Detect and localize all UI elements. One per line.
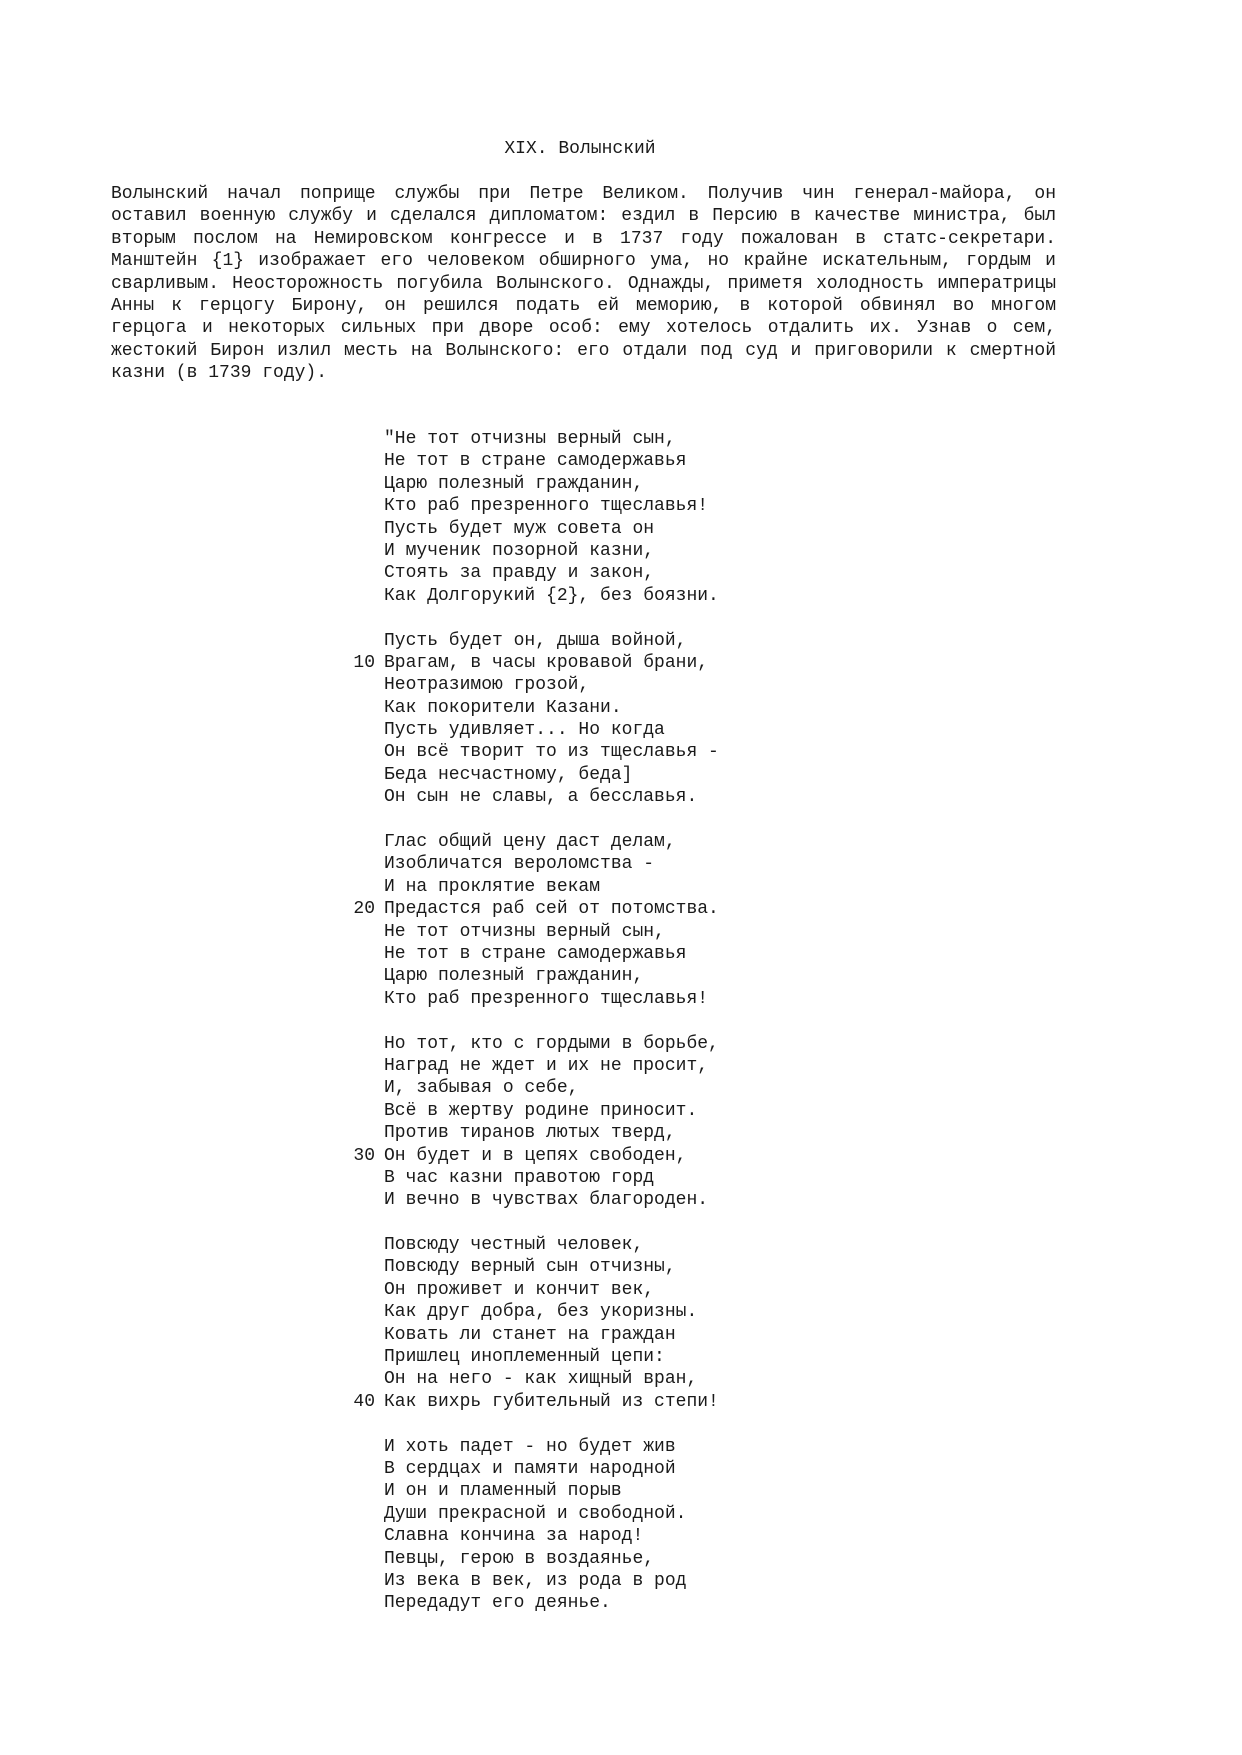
line-text: Пусть будет он, дыша войной, [384, 630, 687, 651]
line-text: И, забывая о себе, [384, 1078, 579, 1099]
poem-line [345, 1055, 719, 1077]
line-text: Царю полезный гражданин, [384, 473, 644, 494]
poem-line [345, 540, 719, 562]
poem-line [345, 473, 719, 495]
line-text: Пусть будет муж совета он [384, 518, 655, 539]
poem-line [345, 1503, 719, 1525]
line-text: В час казни правотою горд [384, 1167, 655, 1188]
poem-line [345, 630, 719, 652]
line-text: Славна кончина за народ! [384, 1526, 644, 1547]
line-text: Но тот, кто с гордыми в борьбе, [384, 1033, 719, 1054]
poem-line [345, 1458, 719, 1480]
stanza [345, 1033, 719, 1212]
line-text: "Не тот отчизны верный сын, [384, 429, 676, 449]
stanza [345, 428, 719, 607]
poem-line [345, 898, 719, 920]
poem-line [345, 943, 719, 965]
line-text: Не тот в стране самодержавья [384, 451, 687, 472]
poem-line [345, 1436, 719, 1458]
poem-line [345, 1525, 719, 1547]
poem-line [345, 1122, 719, 1144]
line-number: 40 [353, 1391, 375, 1412]
poem-line [345, 1279, 719, 1301]
line-text: Наград не ждет и их не просит, [384, 1055, 709, 1076]
line-text: Он на него - как хищный вран, [384, 1369, 698, 1390]
line-text: И мученик позорной казни, [384, 540, 655, 561]
poem-line [345, 1189, 719, 1211]
line-number: 20 [353, 899, 375, 920]
poem-line [345, 1100, 719, 1122]
poem-line [345, 518, 719, 540]
stanza [345, 1234, 719, 1413]
line-number: 30 [353, 1145, 375, 1166]
line-text: И на проклятие векам [384, 876, 601, 897]
line-text: Кто раб презренного тщеславья! [384, 988, 709, 1009]
line-text: И хоть падет - но будет жив [384, 1436, 676, 1457]
poem-line [345, 876, 719, 898]
poem-line [345, 1592, 719, 1614]
line-text: Повсюду честный человек, [384, 1235, 644, 1256]
line-text: Передадут его деянье. [384, 1593, 611, 1614]
poem-line [345, 1301, 719, 1323]
poem-line [345, 1570, 719, 1592]
poem-line [345, 741, 719, 763]
line-text: Изобличатся вероломства - [384, 854, 655, 875]
line-text: Неотразимою грозой, [384, 675, 590, 696]
poem-line [345, 1480, 719, 1502]
poem-line [345, 585, 719, 607]
line-text: Царю полезный гражданин, [384, 966, 644, 987]
line-text: В сердцах и памяти народной [384, 1458, 676, 1479]
poem-line [345, 786, 719, 808]
poem-line [345, 697, 719, 719]
stanza [345, 831, 719, 1010]
line-text: Глас общий цену даст делам, [384, 832, 676, 853]
line-text: Не тот в стране самодержавья [384, 943, 687, 964]
line-text: Как Долгорукий {2}, без боязни. [384, 585, 719, 606]
line-text: Повсюду верный сын отчизны, [384, 1257, 676, 1278]
line-text: Как покорители Казани. [384, 697, 622, 718]
line-text: Пусть удивляет... Но когда [384, 720, 665, 741]
poem-line [345, 719, 719, 741]
poem-line [345, 1234, 719, 1256]
poem-line [345, 1368, 719, 1390]
poem-line [345, 1256, 719, 1278]
poem-line [345, 988, 719, 1010]
line-text: Беда несчастному, беда] [384, 764, 633, 785]
line-text: Души прекрасной и свободной. [384, 1503, 687, 1524]
line-text: Как друг добра, без укоризны. [384, 1302, 698, 1323]
poem-line [345, 652, 719, 674]
poem-line [345, 1346, 719, 1368]
line-text: Он будет и в цепях свободен, [384, 1145, 687, 1166]
poem-line [345, 853, 719, 875]
poem-line [345, 1145, 719, 1167]
poem-line [345, 562, 719, 584]
poem-line [345, 921, 719, 943]
line-text: Всё в жертву родине приносит. [384, 1100, 698, 1121]
line-text: Пришлец иноплеменный цепи: [384, 1347, 665, 1368]
poem-line [345, 764, 719, 786]
page-title: XIX. Волынский [504, 139, 656, 159]
line-text: Против тиранов лютых тверд, [384, 1123, 676, 1144]
poem-line [345, 1077, 719, 1099]
line-text: Певцы, герою в воздаянье, [384, 1548, 655, 1569]
line-number: 10 [353, 652, 375, 673]
poem-line [345, 1324, 719, 1346]
line-text: И вечно в чувствах благороден. [384, 1190, 709, 1211]
poem-line [345, 831, 719, 853]
poem-line [345, 1033, 719, 1055]
poem-line [345, 450, 719, 472]
line-text: Стоять за правду и закон, [384, 563, 655, 584]
line-text: Предастся раб сей от потомства. [384, 899, 719, 920]
poem-line [345, 1548, 719, 1570]
line-text: Он проживет и кончит век, [384, 1279, 655, 1300]
line-text: Он сын не славы, а бесславья. [384, 787, 698, 808]
line-text: Врагам, в часы кровавой брани, [384, 652, 709, 673]
poem-line [345, 428, 719, 450]
poem-line [345, 1167, 719, 1189]
line-text: Из века в век, из рода в род [384, 1570, 687, 1591]
line-text: Он всё творит то из тщеславья - [384, 742, 719, 763]
line-text: Как вихрь губительный из степи! [384, 1391, 719, 1412]
poem-line [345, 965, 719, 987]
line-text: И он и пламенный порыв [384, 1481, 622, 1502]
poem-line [345, 495, 719, 517]
poem-line [345, 1391, 719, 1413]
poem [345, 428, 719, 1637]
line-text: Не тот отчизны верный сын, [384, 921, 665, 942]
poem-line [345, 674, 719, 696]
stanza [345, 630, 719, 809]
stanza [345, 1436, 719, 1615]
line-text: Кто раб презренного тщеславья! [384, 496, 709, 517]
line-text: Ковать ли станет на граждан [384, 1324, 676, 1345]
intro-paragraph: Волынский начал поприще службы при Петре Великом. Получив чин генерал-майора, он оставил военную службу и сделался дипломатом: ездил в Персию в качестве министра, был вторым послом на Немировском конгрессе и в 1737 году пожалован в статс-секретари. Манштейн {1} изображает его человеком обширного ума, но крайне искательным, гордым и сварливым. Неосторожность погубила Волынского. Однажды, приметя холодность императрицы Анны к герцогу Бирону, он решился подать ей меморию, в которой обвинял во многом герцога и некоторых сильных при дворе особ: ему хотелось отдалить их. Узнав о сем, жестокий Бирон излил месть на Волынского: его отдали под суд и приговорили к смертной казни (в 1739 году). [111, 184, 1056, 384]
